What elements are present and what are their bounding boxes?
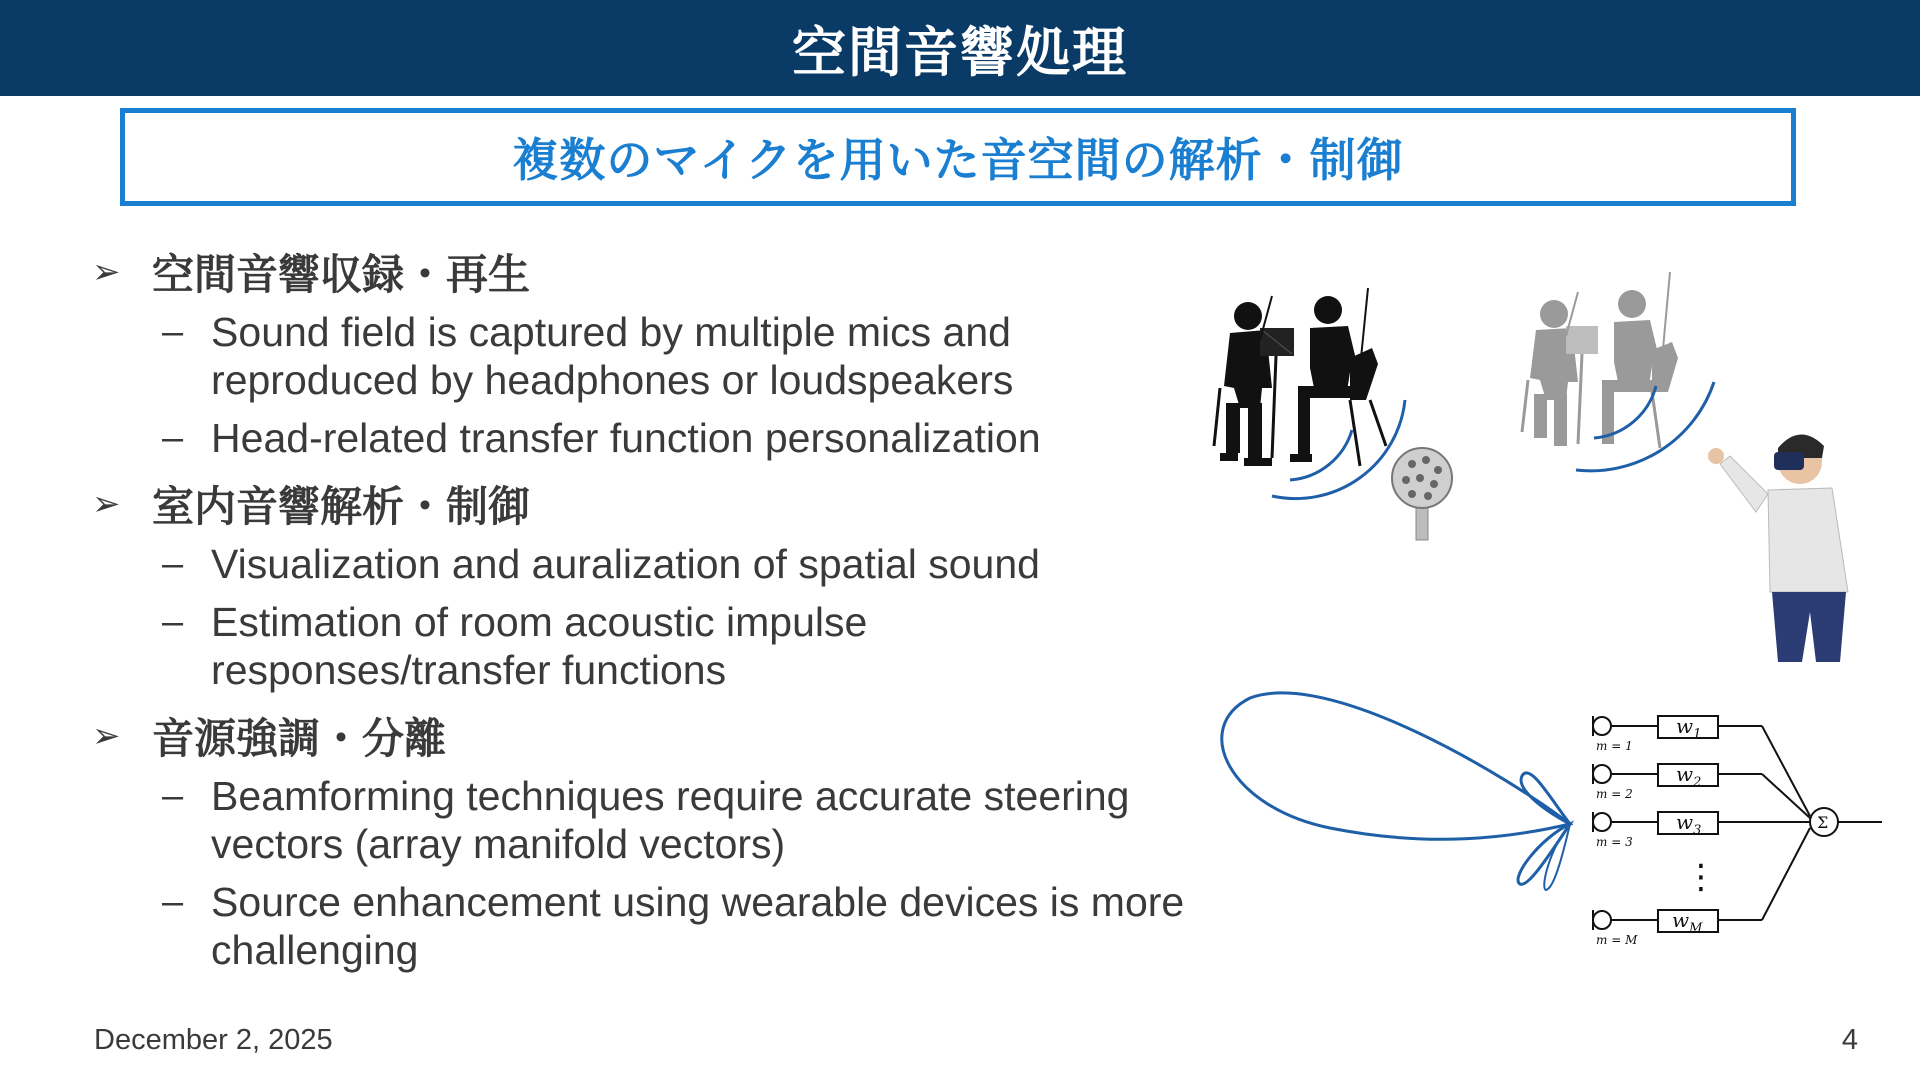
- dash-marker: –: [162, 417, 184, 459]
- beam-side-lobe: [1521, 773, 1570, 824]
- arrowhead-bullet-icon: ➢: [92, 484, 121, 524]
- section-title: 室内音響解析・制御: [152, 482, 531, 531]
- musicians-silhouette-icon: [1200, 268, 1470, 558]
- recording-illustration: [1200, 268, 1470, 558]
- item-text: Source enhancement using wearable devices is more challenging: [211, 879, 1185, 973]
- page-number: 4: [1841, 1024, 1858, 1056]
- list-item: [162, 878, 1192, 974]
- beamformer-diagram: [1210, 688, 1890, 958]
- weight-subscript: M: [1689, 921, 1703, 936]
- mic-label: m = 2: [1596, 787, 1633, 801]
- section-head: [92, 704, 1192, 768]
- item-text: Head-related transfer function personalization: [211, 415, 1041, 461]
- mic-label: m = 3: [1596, 835, 1633, 849]
- weight-label: $w_1$: [1676, 714, 1702, 742]
- bullet-content: [92, 240, 1192, 984]
- title-bar: [0, 0, 1920, 96]
- weight-subscript: 3: [1693, 823, 1702, 838]
- item-text: Estimation of room acoustic impulse responses/transfer functions: [211, 599, 868, 693]
- item-text: Visualization and auralization of spatial sound: [211, 541, 1040, 587]
- arrowhead-bullet-icon: ➢: [92, 716, 121, 756]
- weight-label: $w_2$: [1676, 762, 1702, 790]
- weight-subscript: 1: [1693, 727, 1702, 742]
- slide-subtitle: 複数のマイクを用いた音空間の解析・制御: [512, 133, 1404, 187]
- section-room-acoustics: [92, 472, 1192, 694]
- list-item: [162, 540, 1192, 588]
- dash-marker: –: [162, 543, 184, 585]
- beam-pattern-lobe: [1222, 693, 1570, 839]
- dash-marker: –: [162, 881, 184, 923]
- section-head: [92, 472, 1192, 536]
- section-head: [92, 240, 1192, 304]
- weight-label: $w_M$: [1672, 908, 1703, 936]
- mic-label: m = 1: [1596, 739, 1633, 753]
- subtitle-box: [120, 108, 1796, 206]
- sum-symbol: Σ: [1817, 813, 1829, 832]
- vr-playback-illustration: [1510, 262, 1870, 667]
- item-text: Beamforming techniques require accurate steering vectors (array manifold vectors): [211, 773, 1130, 867]
- weight-subscript: 2: [1693, 775, 1702, 790]
- section-recording: [92, 240, 1192, 462]
- section-source-enhancement: [92, 704, 1192, 974]
- spherical-microphone-icon: [1392, 448, 1452, 540]
- weight-label: $w_3$: [1676, 810, 1702, 838]
- section-title: 音源強調・分離: [152, 714, 447, 763]
- dash-marker: –: [162, 311, 184, 353]
- dash-marker: –: [162, 601, 184, 643]
- mic-label: m = M: [1596, 933, 1638, 947]
- vr-listener-icon: [1510, 262, 1870, 667]
- list-item: [162, 598, 1192, 694]
- ellipsis-marker: ⋮: [1684, 857, 1718, 897]
- list-item: [162, 414, 1192, 462]
- item-text: Sound field is captured by multiple mics and reproduced by headphones or loudspeakers: [211, 309, 1014, 403]
- list-item: [162, 772, 1192, 868]
- vr-person-icon: [1708, 434, 1848, 662]
- arrowhead-bullet-icon: ➢: [92, 252, 121, 292]
- section-title: 空間音響収録・再生: [152, 250, 531, 299]
- dash-marker: –: [162, 775, 184, 817]
- footer-date: December 2, 2025: [94, 1024, 333, 1056]
- slide-title: 空間音響処理: [792, 20, 1128, 84]
- list-item: [162, 308, 1192, 404]
- beamforming-diagram-icon: [1210, 688, 1890, 958]
